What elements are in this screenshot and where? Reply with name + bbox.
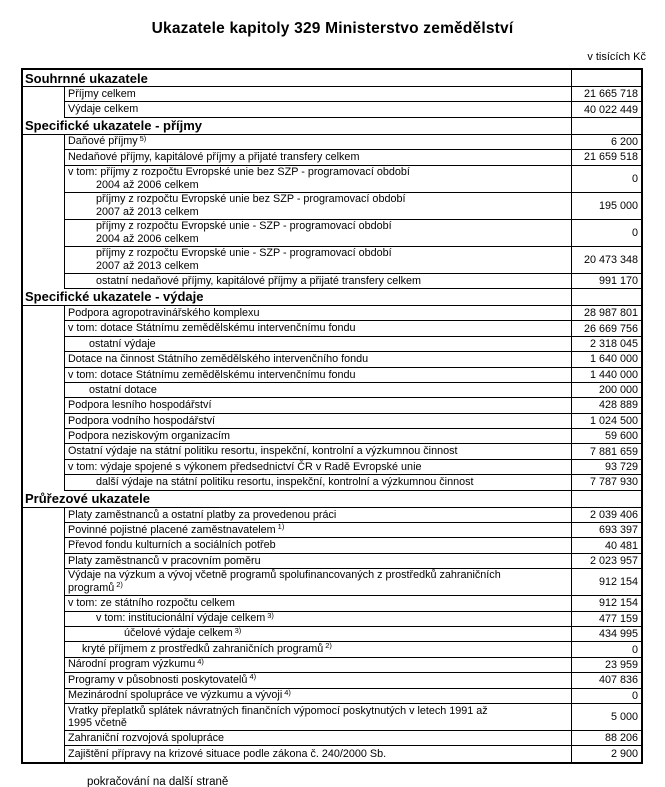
label-line: Podpora lesního hospodářství <box>68 399 212 412</box>
gutter-cell <box>23 475 64 490</box>
row-label <box>64 523 571 538</box>
row-value: 2 900 <box>571 746 641 761</box>
row-value: 21 665 718 <box>571 87 641 102</box>
table-row <box>23 193 641 220</box>
label-line: účelové výdaje celkem $^{3)}$ <box>124 626 242 640</box>
label-line: příjmy z rozpočtu Evropské unie - SZP - programovací období <box>96 220 392 233</box>
row-value: 407 836 <box>571 673 641 688</box>
footnote-marker: 3) <box>267 611 274 620</box>
row-label <box>64 658 571 673</box>
table-row <box>23 642 641 657</box>
footer-note: pokračování na další straně <box>87 776 229 787</box>
row-label <box>64 306 571 321</box>
table-row <box>23 398 641 413</box>
row-label <box>64 538 571 553</box>
gutter-cell <box>23 429 64 444</box>
row-value: 0 <box>571 689 641 704</box>
row-value: 195 000 <box>571 193 641 220</box>
table-row <box>23 352 641 367</box>
row-label <box>64 102 571 117</box>
row-value: 0 <box>571 220 641 247</box>
label-line: Povinné pojistné placené zaměstnavatelem $^{1)}$ <box>68 523 285 536</box>
row-label <box>64 368 571 383</box>
label-line: Ostatní výdaje na státní politiku resortu, inspekční, kontrolní a výzkumnou činnost <box>68 445 458 458</box>
row-label <box>64 569 571 596</box>
table-row <box>23 731 641 746</box>
gutter-cell <box>23 627 64 642</box>
row-label <box>64 460 571 475</box>
row-value: 93 729 <box>571 460 641 475</box>
table-row <box>23 383 641 398</box>
table-row <box>23 612 641 627</box>
label-line: Národní program výzkumu $^{4)}$ <box>68 657 204 671</box>
label-line: Podpora neziskovým organizacím <box>68 430 231 443</box>
table-row <box>23 658 641 673</box>
label-line: 2007 až 2013 celkem <box>96 259 199 272</box>
label-line: Zajištění přípravy na krizové situace podle zákona č. 240/2000 Sb. <box>68 747 387 760</box>
label-line: Podpora vodního hospodářství <box>68 414 216 427</box>
gutter-cell <box>23 554 64 569</box>
gutter-cell <box>23 166 64 193</box>
label-line: 2004 až 2006 celkem <box>96 232 199 245</box>
row-label <box>64 612 571 627</box>
section-row <box>23 491 641 508</box>
gutter-cell <box>23 193 64 220</box>
row-value: 2 318 045 <box>571 337 641 352</box>
table-row <box>23 460 641 475</box>
row-label <box>64 444 571 459</box>
gutter-cell <box>23 368 64 383</box>
label-line: Nedaňové příjmy, kapitálové příjmy a přijaté transfery celkem <box>68 151 360 164</box>
row-value: 912 154 <box>571 596 641 611</box>
row-value: 23 959 <box>571 658 641 673</box>
label-line: Výdaje na výzkum a vývoj včetně programů spolufinancovaných z prostředků zahraničních <box>68 569 501 582</box>
section-label: Specifické ukazatele - výdaje <box>23 289 571 306</box>
section-row <box>23 289 641 306</box>
row-label <box>64 274 571 289</box>
row-label <box>64 193 571 220</box>
row-label <box>64 704 571 731</box>
table-row <box>23 746 641 761</box>
label-line: 2007 až 2013 celkem <box>96 205 199 218</box>
row-value: 21 659 518 <box>571 150 641 165</box>
row-label <box>64 247 571 274</box>
label-line: 1995 včetně <box>68 716 127 729</box>
row-value: 200 000 <box>571 383 641 398</box>
gutter-cell <box>23 689 64 704</box>
gutter-cell <box>23 337 64 352</box>
label-line: příjmy z rozpočtu Evropské unie bez SZP - programovací období <box>96 193 406 206</box>
gutter-cell <box>23 220 64 247</box>
table-row <box>23 87 641 102</box>
gutter-cell <box>23 321 64 336</box>
table-row <box>23 429 641 444</box>
row-value <box>571 289 641 306</box>
gutter-cell <box>23 658 64 673</box>
table-row <box>23 689 641 704</box>
gutter-cell <box>23 102 64 117</box>
row-value: 6 200 <box>571 135 641 150</box>
row-label <box>64 87 571 102</box>
row-value: 2 023 957 <box>571 554 641 569</box>
row-value: 991 170 <box>571 274 641 289</box>
table-row <box>23 475 641 490</box>
row-value: 2 039 406 <box>571 508 641 523</box>
label-line: 2004 až 2006 celkem <box>96 178 199 191</box>
table-row <box>23 673 641 688</box>
row-value: 1 640 000 <box>571 352 641 367</box>
label-line: Daňové příjmy $^{5)}$ <box>68 134 147 148</box>
gutter-cell <box>23 642 64 657</box>
table-row <box>23 274 641 289</box>
label-line: další výdaje na státní politiku resortu, inspekční, kontrolní a výzkumnou činnost <box>96 476 474 489</box>
footnote-marker: 4) <box>249 673 257 682</box>
label-line: v tom: ze státního rozpočtu celkem <box>68 597 235 610</box>
section-label: Souhrnné ukazatele <box>23 70 571 87</box>
table-row <box>23 523 641 538</box>
label-line: ostatní dotace <box>89 383 157 396</box>
gutter-cell <box>23 731 64 746</box>
section-row <box>23 118 641 135</box>
footnote-marker: 5) <box>139 134 147 143</box>
footnote-marker: 2) <box>116 580 123 590</box>
row-label <box>64 596 571 611</box>
gutter-cell <box>23 274 64 289</box>
unit-note: v tisících Kč <box>587 51 646 63</box>
table-row <box>23 704 641 731</box>
label-line: v tom: výdaje spojené s výkonem předsednictví ČR v Radě Evropské unie <box>68 460 422 473</box>
label-line: v tom: dotace Státnímu zemědělskému intervenčnímu fondu <box>68 322 356 335</box>
section-row <box>23 70 641 87</box>
row-label <box>64 383 571 398</box>
indicators-table <box>21 68 643 764</box>
row-value: 88 206 <box>571 731 641 746</box>
row-value: 40 481 <box>571 538 641 553</box>
label-line: Platy zaměstnanců v pracovním poměru <box>68 554 261 567</box>
table-row <box>23 554 641 569</box>
table-row <box>23 414 641 429</box>
row-label <box>64 220 571 247</box>
gutter-cell <box>23 383 64 398</box>
table-row <box>23 166 641 193</box>
table-row <box>23 569 641 596</box>
row-label <box>64 352 571 367</box>
row-value <box>571 70 641 87</box>
row-label <box>64 135 571 150</box>
label-line: Platy zaměstnanců a ostatní platby za provedenou práci <box>68 508 337 521</box>
row-label <box>64 414 571 429</box>
table-row <box>23 508 641 523</box>
footnote-marker: 3) <box>234 626 242 635</box>
gutter-cell <box>23 538 64 553</box>
label-line: programů $^{2)}$ <box>68 580 123 594</box>
footnote-marker: 4) <box>197 657 204 666</box>
table-row <box>23 306 641 321</box>
gutter-cell <box>23 612 64 627</box>
footnote-marker: 1) <box>277 523 285 532</box>
row-value: 20 473 348 <box>571 247 641 274</box>
label-line: ostatní nedaňové příjmy, kapitálové příjmy a přijaté transfery celkem <box>96 274 422 287</box>
row-value: 40 022 449 <box>571 102 641 117</box>
label-line: Příjmy celkem <box>68 87 136 100</box>
table-row <box>23 538 641 553</box>
row-value: 7 787 930 <box>571 475 641 490</box>
gutter-cell <box>23 247 64 274</box>
table-row <box>23 627 641 642</box>
row-value: 7 881 659 <box>571 444 641 459</box>
gutter-cell <box>23 508 64 523</box>
table-row <box>23 220 641 247</box>
label-line: kryté příjmem z prostředků zahraničních programů $^{2)}$ <box>82 642 332 655</box>
row-value: 1 024 500 <box>571 414 641 429</box>
row-value: 693 397 <box>571 523 641 538</box>
gutter-cell <box>23 460 64 475</box>
row-label <box>64 746 571 761</box>
row-value: 28 987 801 <box>571 306 641 321</box>
label-line: Výdaje celkem <box>68 103 139 116</box>
row-label <box>64 166 571 193</box>
label-line: v tom: příjmy z rozpočtu Evropské unie bez SZP - programovací období <box>68 166 410 179</box>
row-label <box>64 321 571 336</box>
row-value: 0 <box>571 166 641 193</box>
gutter-cell <box>23 87 64 102</box>
row-label <box>64 554 571 569</box>
table-row <box>23 596 641 611</box>
footnote-marker: 4) <box>284 688 291 697</box>
gutter-cell <box>23 704 64 731</box>
gutter-cell <box>23 673 64 688</box>
label-line: Dotace na činnost Státního zemědělského intervenčního fondu <box>68 353 369 366</box>
label-line: v tom: dotace Státnímu zemědělskému intervenčnímu fondu <box>68 368 356 381</box>
row-label <box>64 398 571 413</box>
row-value: 912 154 <box>571 569 641 596</box>
row-label <box>64 731 571 746</box>
gutter-cell <box>23 746 64 761</box>
gutter-cell <box>23 414 64 429</box>
row-value: 477 159 <box>571 612 641 627</box>
row-value: 434 995 <box>571 627 641 642</box>
label-line: Mezinárodní spolupráce ve výzkumu a vývoji $^{4)}$ <box>68 688 291 702</box>
row-label <box>64 337 571 352</box>
table-row <box>23 368 641 383</box>
row-value: 26 669 756 <box>571 321 641 336</box>
gutter-cell <box>23 444 64 459</box>
row-value: 5 000 <box>571 704 641 731</box>
row-label <box>64 475 571 490</box>
row-label <box>64 642 571 657</box>
label-line: Převod fondu kulturních a sociálních potřeb <box>68 539 276 552</box>
gutter-cell <box>23 596 64 611</box>
page-title: Ukazatele kapitoly 329 Ministerstvo zemědělství <box>151 20 514 37</box>
label-line: ostatní výdaje <box>89 337 156 350</box>
row-value <box>571 118 641 135</box>
gutter-cell <box>23 398 64 413</box>
footnote-marker: 2) <box>325 642 332 651</box>
row-label <box>64 627 571 642</box>
row-value: 0 <box>571 642 641 657</box>
table-row <box>23 150 641 165</box>
row-value: 428 889 <box>571 398 641 413</box>
gutter-cell <box>23 135 64 150</box>
table-row <box>23 321 641 336</box>
row-value: 1 440 000 <box>571 368 641 383</box>
table-row <box>23 102 641 117</box>
gutter-cell <box>23 352 64 367</box>
gutter-cell <box>23 306 64 321</box>
label-line: příjmy z rozpočtu Evropské unie - SZP - programovací období <box>96 247 392 260</box>
label-line: Programy v působnosti poskytovatelů $^{4)}$ <box>68 673 257 686</box>
table-row <box>23 135 641 150</box>
gutter-cell <box>23 569 64 596</box>
row-value: 59 600 <box>571 429 641 444</box>
row-value <box>571 491 641 508</box>
label-line: Vratky přeplatků splátek návratných finančních výpomocí poskytnutých v letech 1991 až <box>68 704 488 717</box>
label-line: v tom: institucionální výdaje celkem $^{3)}$ <box>96 611 274 625</box>
section-label: Specifické ukazatele - příjmy <box>23 118 571 135</box>
table-row <box>23 247 641 274</box>
row-label <box>64 508 571 523</box>
gutter-cell <box>23 150 64 165</box>
table-row <box>23 337 641 352</box>
row-label <box>64 429 571 444</box>
label-line: Zahraniční rozvojová spolupráce <box>68 731 225 744</box>
label-line: Podpora agropotravinářského komplexu <box>68 306 260 319</box>
row-label <box>64 689 571 704</box>
section-label: Průřezové ukazatele <box>23 491 571 508</box>
gutter-cell <box>23 523 64 538</box>
row-label <box>64 673 571 688</box>
row-label <box>64 150 571 165</box>
table-row <box>23 444 641 459</box>
